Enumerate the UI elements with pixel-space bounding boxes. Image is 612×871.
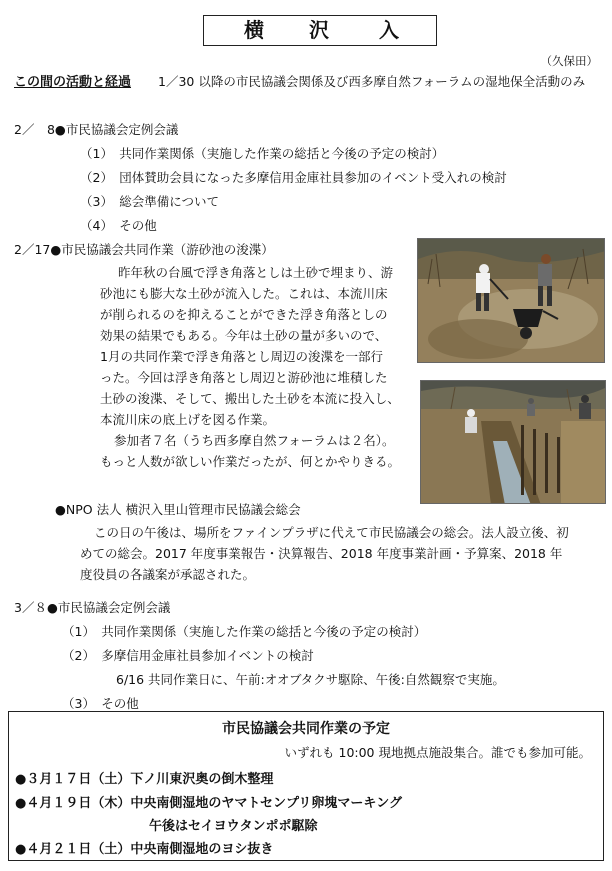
general-meeting-title: ●NPO 法人 横沢入里山管理市民協議会総会 — [55, 502, 301, 517]
meeting1-item: （1） 共同作業関係（実施した作業の総括と今後の予定の検討） — [80, 146, 445, 161]
work-title: 2／17●市民協議会共同作業（游砂池の浚渫） — [14, 242, 274, 257]
meeting2-title: 3／８●市民協議会定例会議 — [14, 600, 171, 615]
meeting2-item: （2） 多摩信用金庫社員参加イベントの検討 — [62, 648, 314, 663]
title-char-1: 横 — [244, 18, 264, 42]
title-char-3: 入 — [379, 18, 399, 42]
work-paragraph — [100, 262, 400, 472]
work-line: が削られるのを抑えることができた浮き角落としの — [100, 307, 388, 322]
schedule-item: ●３月１７日（土）下ノ川東沢奥の倒木整理 — [15, 772, 274, 787]
meeting1-item: （3） 総会準備について — [80, 194, 219, 209]
work-line: った。今回は浮き角落とし周辺と游砂池に堆積した — [100, 370, 388, 385]
section-heading: この間の活動と経過 — [14, 75, 132, 90]
general-line: 度役員の各議案が承認された。 — [80, 567, 256, 582]
work-line: もっと人数が欲しい作業だったが、何とかやりきる。 — [100, 454, 401, 469]
meeting2-item: （1） 共同作業関係（実施した作業の総括と今後の予定の検討） — [62, 624, 427, 639]
work-line: 1月の共同作業で浮き角落とし周辺の浚渫を一部行 — [100, 349, 383, 364]
page-title — [203, 15, 437, 46]
work-line: 砂池にも膨大な土砂が流入した。これは、本流川床 — [100, 286, 388, 301]
section-description: 1／30 以降の市民協議会関係及び西多摩自然フォーラムの湿地保全活動のみ — [158, 74, 586, 89]
work-line: 昨年秋の台風で浮き角落としは土砂で埋まり、游 — [118, 265, 394, 280]
stream-channel-photo — [420, 380, 606, 504]
meeting2-item: （3） その他 — [62, 696, 139, 711]
schedule-item: ●４月１９日（木）中央南側湿地のヤマトセンプリ卵塊マーキング — [15, 796, 403, 811]
schedule-item-continued: 午後はセイヨウタンポポ駆除 — [149, 819, 318, 834]
work-line: 土砂の浚渫、そして、搬出した土砂を本流に投入し、 — [100, 391, 400, 406]
schedule-note: いずれも 10:00 現地拠点施設集合。誰でも参加可能。 — [284, 745, 591, 760]
work-line: 効果の結果でもある。今年は土砂の量が多いので、 — [100, 328, 388, 343]
meeting2-item-note: 6/16 共同作業日に、午前:オオブタクサ駆除、午後:自然観察で実施。 — [116, 672, 505, 687]
general-line: めての総会。2017 年度事業報告・決算報告、2018 年度事業計画・予算案、2018 年 — [80, 546, 563, 561]
photo-illustration — [421, 381, 606, 504]
general-line: この日の午後は、場所をファインプラザに代えて市民協議会の総会。法人設立後、初 — [94, 525, 569, 540]
meeting1-item: （4） その他 — [80, 218, 157, 233]
schedule-item: ●４月２１日（土）中央南側湿地のヨシ抜き — [15, 842, 274, 857]
author: （久保田） — [540, 54, 598, 68]
volunteers-dredging-photo — [417, 238, 605, 363]
work-line: 参加者７名（うち西多摩自然フォーラムは２名）。 — [114, 433, 395, 448]
general-meeting-paragraph — [80, 522, 569, 585]
meeting1-item: （2） 団体賛助会員になった多摩信用金庫社員参加のイベント受入れの検討 — [80, 170, 507, 185]
schedule-box — [8, 711, 604, 861]
schedule-title: 市民協議会共同作業の予定 — [222, 721, 390, 737]
work-line: 本流川床の底上げを図る作業。 — [100, 412, 276, 427]
meeting1-title: 2／ 8●市民協議会定例会議 — [14, 122, 179, 137]
photo-illustration — [418, 239, 605, 363]
title-char-2: 沢 — [309, 18, 329, 42]
